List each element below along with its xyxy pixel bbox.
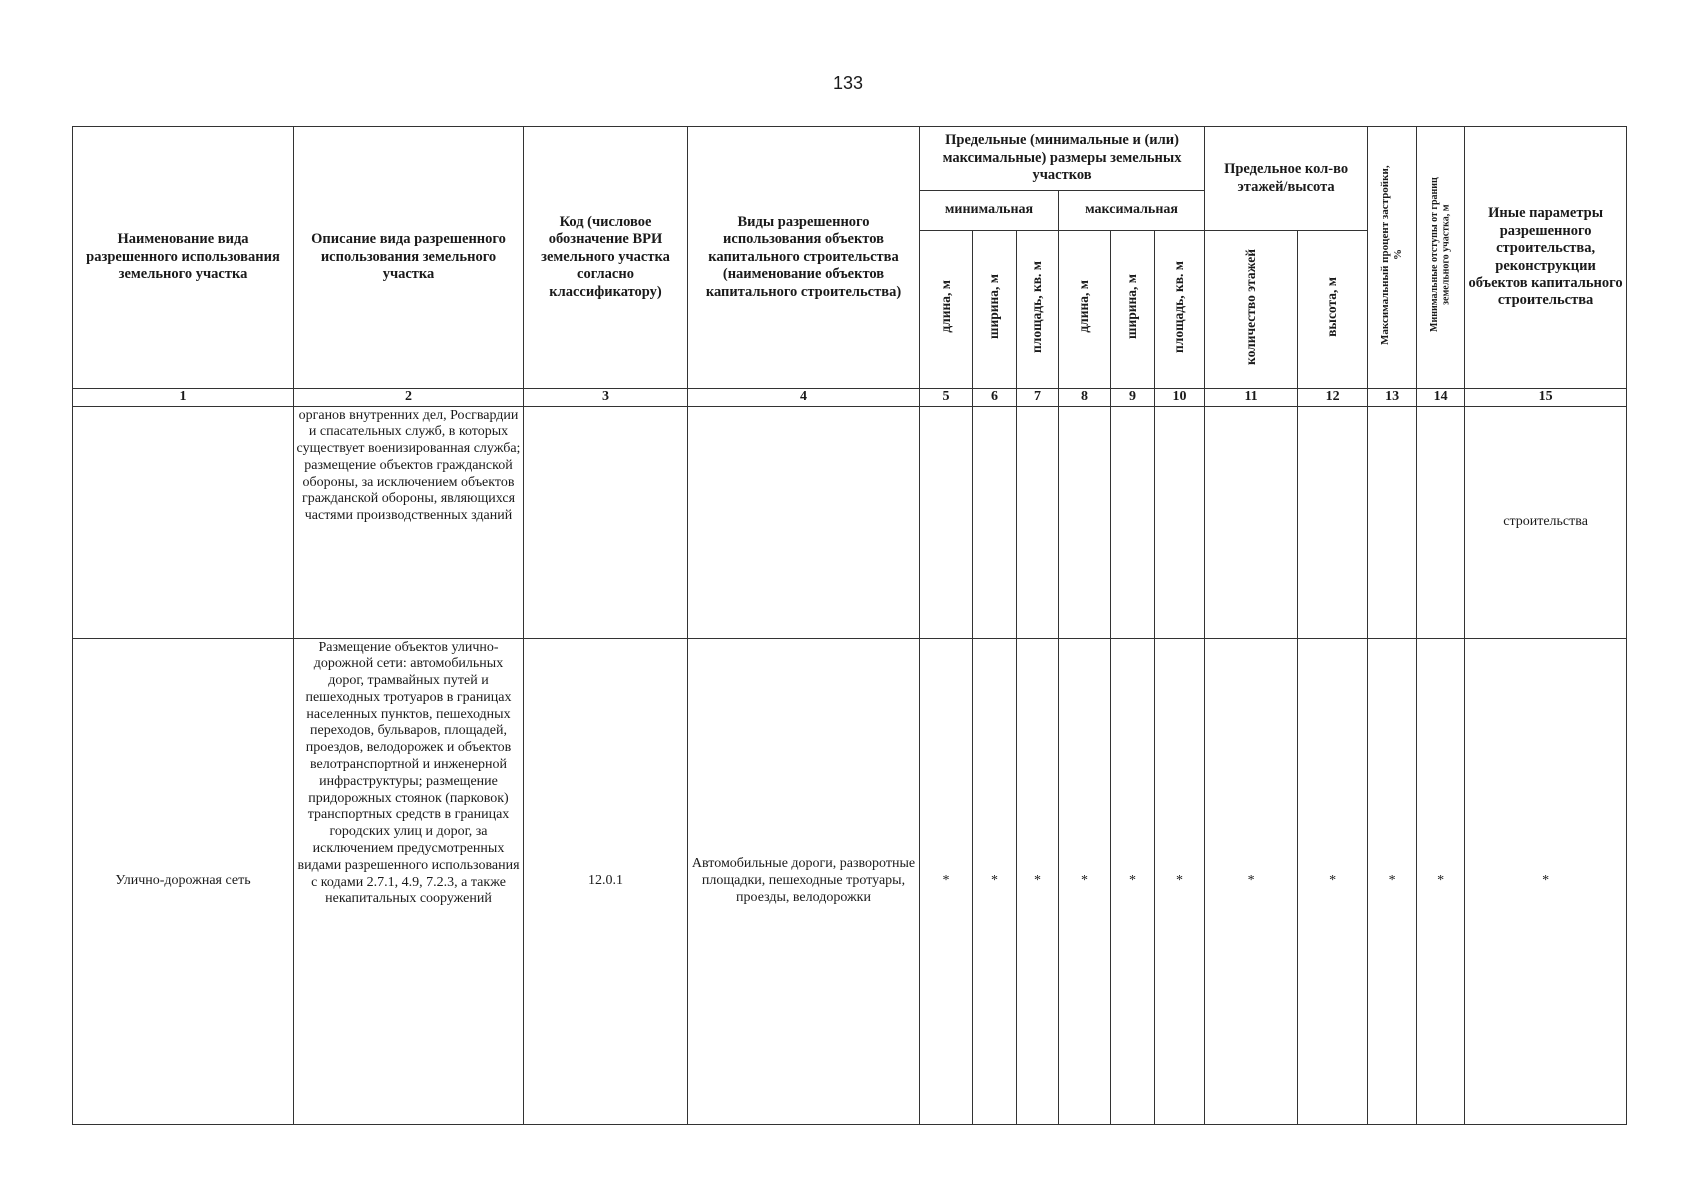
header-max-length (1059, 231, 1111, 389)
cell-empty (1155, 407, 1205, 639)
cell-empty (1298, 407, 1368, 639)
column-number: 13 (1368, 389, 1417, 407)
row-coverage: * (1368, 639, 1417, 1125)
cell-empty (1368, 407, 1417, 639)
column-number: 15 (1465, 389, 1627, 407)
header-setbacks-label: Минимальные отступы от границ земельного участка, м (1429, 177, 1452, 333)
header-oks-types: Виды разрешенного использования объектов капитального строительства (наименование объектов капитального строительства) (688, 127, 920, 389)
cell-empty (1059, 407, 1111, 639)
header-description: Описание вида разрешенного использования земельного участка (294, 127, 524, 389)
header-floors-label: количество этажей (1242, 248, 1258, 365)
header-max-length-label: длина, м (1076, 280, 1092, 333)
row-other-params: строительства (1465, 407, 1627, 639)
cell-empty (1111, 407, 1155, 639)
cell-empty (1205, 407, 1298, 639)
row-description-text: Размещение объектов улично-дорожной сети: автомобильных дорог, трамвайных путей и пешеходных тротуаров в границах населенных пунктов, пешеходных переходов, бульваров, площадей, проездов, велодорожек и объектов велотранспортной и инженерной инфраструктуры; размещение придорожных стоянок (парковок) транспортных средств в границах городских улиц и дорог, за исключением предусмотренных видами разрешенного использования с кодами 2.7.1, 4.9, 7.2.3, а также некапитальных сооружений (297, 639, 520, 907)
header-min-length (920, 231, 973, 389)
row-floors: * (1205, 639, 1298, 1125)
row-min-width: * (973, 639, 1017, 1125)
row-height: * (1298, 639, 1368, 1125)
header-coverage-label: Максимальный процент застройки, % (1378, 164, 1405, 345)
header-min-area (1017, 231, 1059, 389)
row-min-length: * (920, 639, 973, 1125)
row-setbacks: * (1417, 639, 1465, 1125)
row-max-width: * (1111, 639, 1155, 1125)
column-numbers-row (73, 389, 1627, 407)
cell-empty (973, 407, 1017, 639)
column-number: 6 (973, 389, 1017, 407)
column-number: 11 (1205, 389, 1298, 407)
row-other-params: * (1465, 639, 1627, 1125)
row-name: Улично-дорожная сеть (73, 639, 294, 1125)
zoning-parameters-table (72, 126, 1627, 1125)
header-height-label: высота, м (1324, 276, 1340, 337)
column-number: 14 (1417, 389, 1465, 407)
row-description (294, 407, 524, 639)
row-oks-types (688, 407, 920, 639)
row-code: 12.0.1 (524, 639, 688, 1125)
header-row-1 (73, 127, 1627, 191)
header-name: Наименование вида разрешенного использования земельного участка (73, 127, 294, 389)
header-min-area-label: площадь, кв. м (1029, 260, 1045, 353)
cell-empty (920, 407, 973, 639)
table-row (73, 407, 1627, 639)
header-max-area-label: площадь, кв. м (1171, 260, 1187, 353)
header-minimal: минимальная (920, 191, 1059, 231)
row-max-area: * (1155, 639, 1205, 1125)
header-coverage (1368, 127, 1417, 389)
column-number: 9 (1111, 389, 1155, 407)
column-number: 2 (294, 389, 524, 407)
page-number: 133 (832, 73, 864, 93)
row-description (294, 639, 524, 1125)
header-floors-group: Предельное кол-во этажей/высота (1205, 127, 1368, 231)
column-number: 8 (1059, 389, 1111, 407)
header-max-width (1111, 231, 1155, 389)
header-maximal: максимальная (1059, 191, 1205, 231)
column-number: 12 (1298, 389, 1368, 407)
row-code (524, 407, 688, 639)
cell-empty (1017, 407, 1059, 639)
table-row (73, 639, 1627, 1125)
header-min-width-label: ширина, м (986, 274, 1002, 340)
header-height (1298, 231, 1368, 389)
column-number: 10 (1155, 389, 1205, 407)
row-name (73, 407, 294, 639)
header-max-width-label: ширина, м (1124, 274, 1140, 340)
row-min-area: * (1017, 639, 1059, 1125)
column-number: 7 (1017, 389, 1059, 407)
column-number: 1 (73, 389, 294, 407)
header-code: Код (числовое обозначение ВРИ земельного участка согласно классификатору) (524, 127, 688, 389)
column-number: 4 (688, 389, 920, 407)
header-floors (1205, 231, 1298, 389)
header-max-area (1155, 231, 1205, 389)
cell-empty (1417, 407, 1465, 639)
header-plot-sizes: Предельные (минимальные и (или) максимальные) размеры земельных участков (920, 127, 1205, 191)
column-number: 5 (920, 389, 973, 407)
row-description-text: органов внутренних дел, Росгвардии и спасательных служб, в которых существует военизированная служба; размещение объектов гражданской обороны, за исключением объектов гражданской обороны, являющихся частями производственных зданий (296, 407, 521, 524)
header-setbacks (1417, 127, 1465, 389)
row-max-length: * (1059, 639, 1111, 1125)
column-number: 3 (524, 389, 688, 407)
header-min-width (973, 231, 1017, 389)
header-min-length-label: длина, м (937, 280, 953, 333)
row-oks-types: Автомобильные дороги, разворотные площадки, пешеходные тротуары, проезды, велодорожки (688, 639, 920, 1125)
header-other-params: Иные параметры разрешенного строительства, реконструкции объектов капитального строительства (1465, 127, 1627, 389)
